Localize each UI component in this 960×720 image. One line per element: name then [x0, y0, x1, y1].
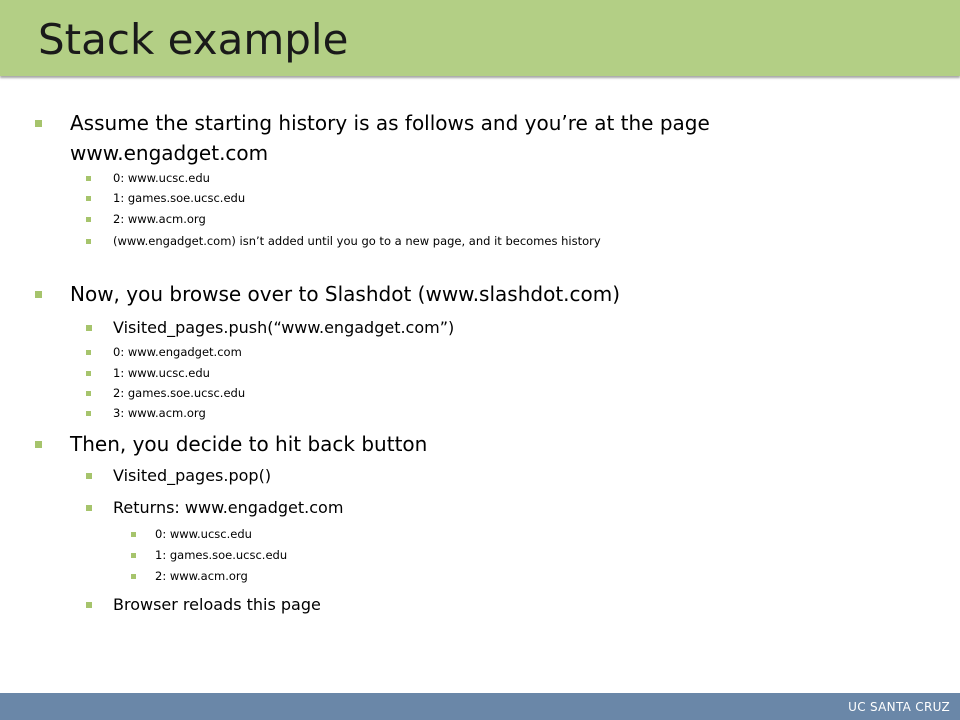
bullet-3-text: Then, you decide to hit back button	[70, 432, 428, 456]
bullet-square-icon	[86, 350, 91, 355]
bullet-1-text-cont: www.engadget.com	[70, 141, 269, 165]
sub-bullet-text: Browser reloads this page	[113, 595, 321, 614]
bullet-square-icon	[86, 411, 91, 416]
list-item-text: 3: www.acm.org	[113, 406, 206, 420]
bullet-square-icon	[86, 196, 91, 201]
bullet-square-icon	[35, 291, 42, 298]
list-item-text: 2: games.soe.ucsc.edu	[113, 386, 246, 400]
sub-bullet-text: Returns: www.engadget.com	[113, 498, 344, 517]
bullet-square-icon	[35, 120, 42, 127]
bullet-square-icon	[86, 239, 91, 244]
bullet-square-icon	[131, 553, 136, 558]
bullet-square-icon	[86, 602, 92, 608]
bullet-square-icon	[86, 325, 92, 331]
bullet-square-icon	[131, 532, 136, 537]
bullet-square-icon	[35, 441, 42, 448]
list-item-text: 0: www.ucsc.edu	[113, 171, 210, 185]
list-item-text: 1: games.soe.ucsc.edu	[113, 191, 246, 205]
bullet-square-icon	[86, 371, 91, 376]
footer-bar	[0, 693, 960, 720]
list-item-text: 2: www.acm.org	[113, 212, 206, 226]
list-item-text: 0: www.ucsc.edu	[155, 527, 252, 541]
bullet-square-icon	[86, 176, 91, 181]
list-item-text: 1: games.soe.ucsc.edu	[155, 548, 288, 562]
bullet-square-icon	[86, 505, 92, 511]
list-item-text: 0: www.engadget.com	[113, 345, 242, 359]
list-item-text: (www.engadget.com) isn’t added until you go to a new page, and it becomes history	[113, 234, 601, 248]
bullet-square-icon	[86, 217, 91, 222]
bullet-square-icon	[86, 473, 92, 479]
footer-label: UC SANTA CRUZ	[848, 700, 950, 714]
list-item-text: 2: www.acm.org	[155, 569, 248, 583]
slide-title: Stack example	[38, 15, 349, 64]
sub-bullet-text: Visited_pages.pop()	[113, 466, 272, 485]
bullet-1-text: Assume the starting history is as follows and you’re at the page	[70, 111, 710, 135]
sub-bullet-text: Visited_pages.push(“www.engadget.com”)	[113, 318, 455, 337]
list-item-text: 1: www.ucsc.edu	[113, 366, 210, 380]
bullet-square-icon	[131, 574, 136, 579]
bullet-2-text: Now, you browse over to Slashdot (www.slashdot.com)	[70, 282, 621, 306]
bullet-square-icon	[86, 391, 91, 396]
